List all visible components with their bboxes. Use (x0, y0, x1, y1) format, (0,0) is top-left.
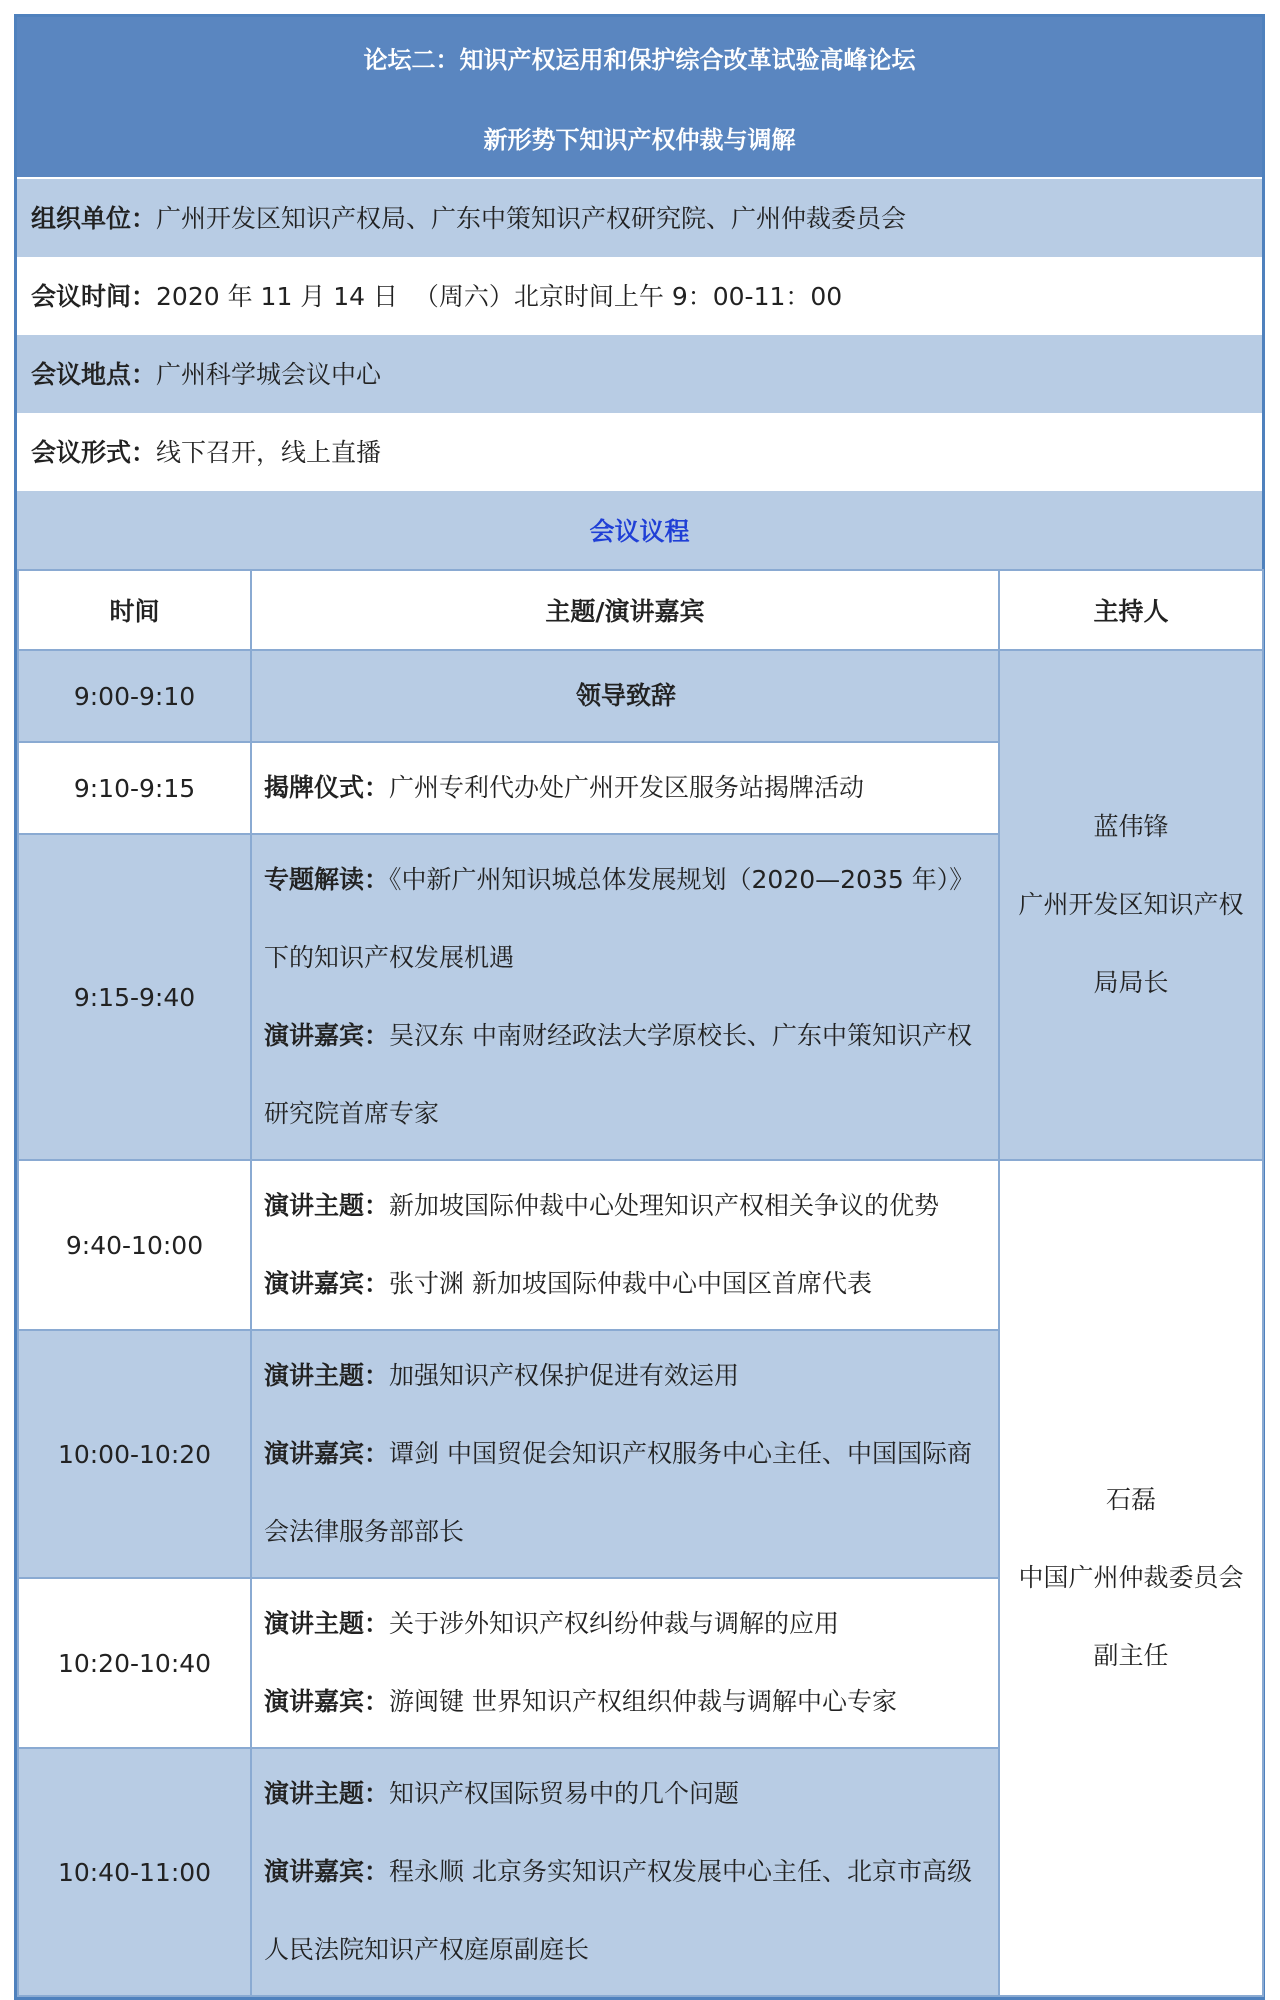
topic-label: 揭牌仪式： (264, 773, 390, 802)
row-topic (251, 1578, 999, 1748)
agenda-title: 会议议程 (17, 489, 1262, 569)
table-row (18, 650, 1263, 742)
topic-text: 关于涉外知识产权纠纷仲裁与调解的应用 (389, 1609, 840, 1638)
column-header-host: 主持人 (999, 570, 1263, 650)
speaker-text: 张寸渊 新加坡国际仲裁中心中国区首席代表 (389, 1269, 872, 1298)
info-value: 2020 年 11 月 14 日 （周六）北京时间上午 9：00-11：00 (156, 282, 843, 311)
speaker-text: 程永顺 北京务实知识产权发展中心主任、北京市高级人民法院知识产权庭原副庭长 (264, 1857, 972, 1964)
host-name: 石磊 (1105, 1485, 1156, 1514)
row-time: 9:15-9:40 (18, 834, 251, 1160)
column-header-time: 时间 (18, 570, 251, 650)
topic-text: 《中新广州知识城总体发展规划（2020—2035 年）》下的知识产权发展机遇 (264, 865, 975, 972)
info-organizer (17, 177, 1262, 255)
speaker-label: 演讲嘉宾： (264, 1439, 390, 1468)
speaker-label: 演讲嘉宾： (264, 1687, 390, 1716)
row-time: 10:20-10:40 (18, 1578, 251, 1748)
host-role: 副主任 (1093, 1641, 1169, 1670)
topic-label: 专题解读： (264, 865, 390, 894)
topic-text: 新加坡国际仲裁中心处理知识产权相关争议的优势 (389, 1191, 940, 1220)
row-time: 9:40-10:00 (18, 1160, 251, 1330)
row-topic (251, 742, 999, 834)
host-cell-2 (999, 1160, 1263, 1996)
topic-label: 演讲主题： (264, 1361, 390, 1390)
topic-label: 演讲主题： (264, 1191, 390, 1220)
speaker-text: 谭剑 中国贸促会知识产权服务中心主任、中国国际商会法律服务部部长 (264, 1439, 972, 1546)
info-format (17, 411, 1262, 489)
info-venue (17, 333, 1262, 411)
agenda-document (14, 14, 1265, 2000)
row-title: 领导致辞 (251, 650, 999, 742)
agenda-table (17, 569, 1264, 1997)
info-value: 广州科学城会议中心 (156, 360, 382, 389)
info-label: 组织单位： (31, 204, 157, 233)
row-topic (251, 1160, 999, 1330)
host-cell-1 (999, 650, 1263, 1160)
speaker-text: 游闽键 世界知识产权组织仲裁与调解中心专家 (389, 1687, 897, 1716)
info-value: 线下召开，线上直播 (156, 438, 382, 467)
topic-text: 广州专利代办处广州开发区服务站揭牌活动 (389, 773, 865, 802)
forum-subtitle: 新形势下知识产权仲裁与调解 (17, 97, 1262, 177)
forum-title: 论坛二：知识产权运用和保护综合改革试验高峰论坛 (17, 17, 1262, 97)
row-time: 9:00-9:10 (18, 650, 251, 742)
speaker-label: 演讲嘉宾： (264, 1269, 390, 1298)
topic-text: 知识产权国际贸易中的几个问题 (389, 1779, 740, 1808)
row-topic (251, 834, 999, 1160)
column-header-topic: 主题/演讲嘉宾 (251, 570, 999, 650)
info-time (17, 255, 1262, 333)
speaker-label: 演讲嘉宾： (264, 1857, 390, 1886)
speaker-label: 演讲嘉宾： (264, 1021, 390, 1050)
info-label: 会议形式： (31, 438, 157, 467)
host-org: 中国广州仲裁委员会 (1018, 1563, 1244, 1592)
table-header-row (18, 570, 1263, 650)
row-topic (251, 1748, 999, 1996)
table-row (18, 1160, 1263, 1330)
row-time: 9:10-9:15 (18, 742, 251, 834)
topic-label: 演讲主题： (264, 1609, 390, 1638)
host-name: 蓝伟锋 (1093, 812, 1169, 841)
info-label: 会议地点： (31, 360, 157, 389)
row-time: 10:40-11:00 (18, 1748, 251, 1996)
info-value: 广州开发区知识产权局、广东中策知识产权研究院、广州仲裁委员会 (156, 204, 907, 233)
host-role: 局局长 (1093, 968, 1169, 997)
topic-text: 加强知识产权保护促进有效运用 (389, 1361, 740, 1390)
row-time: 10:00-10:20 (18, 1330, 251, 1578)
info-label: 会议时间： (31, 282, 157, 311)
speaker-text: 吴汉东 中南财经政法大学原校长、广东中策知识产权研究院首席专家 (264, 1021, 972, 1128)
row-topic (251, 1330, 999, 1578)
topic-label: 演讲主题： (264, 1779, 390, 1808)
host-org: 广州开发区知识产权 (1018, 890, 1244, 919)
